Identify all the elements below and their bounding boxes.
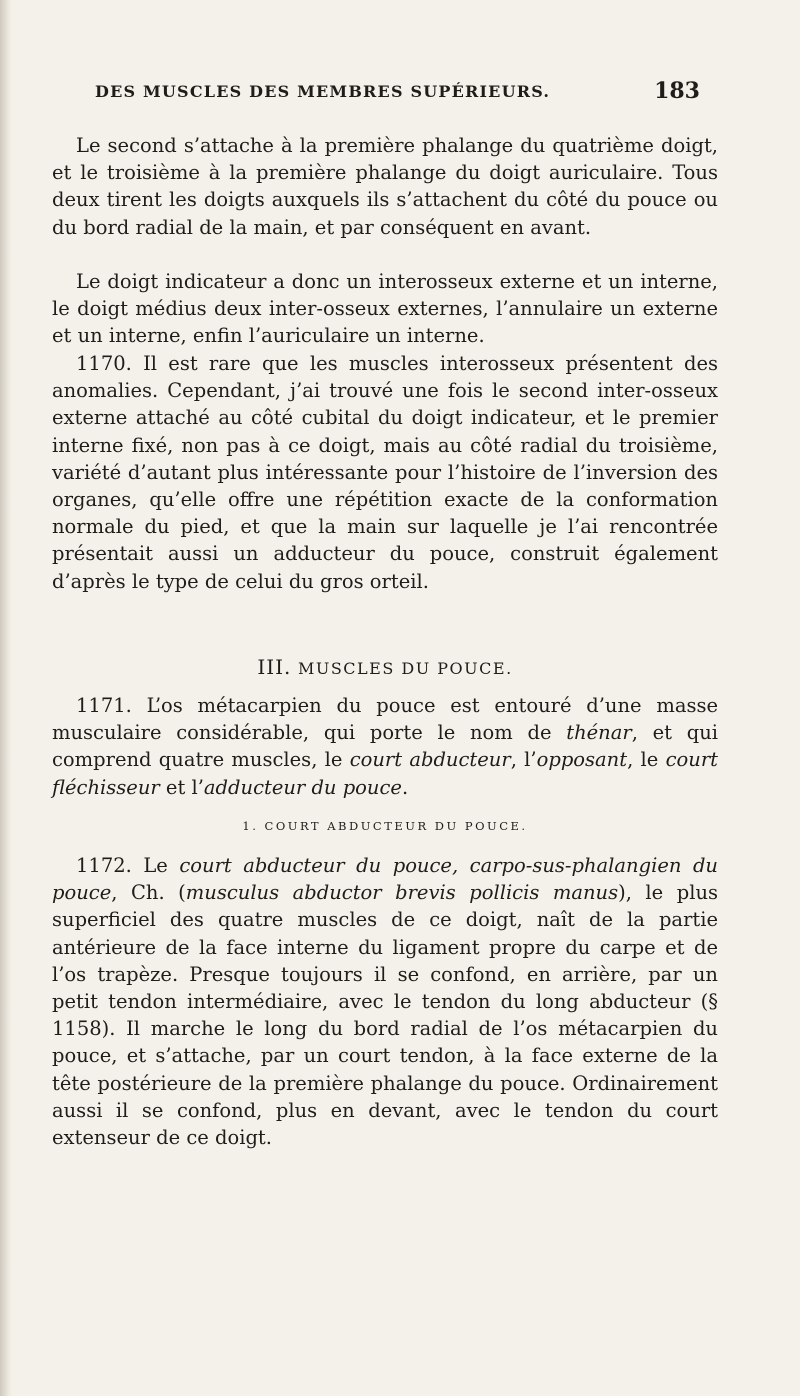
italic-term: opposant (536, 748, 628, 772)
page-binding-edge (0, 0, 12, 1396)
page-header (95, 80, 700, 106)
text-run: Le (143, 854, 168, 877)
italic-term: court abducteur (349, 748, 511, 772)
paragraph-body: Le doigt indicateur a donc un interosseux externe et un interne, le doigt médius deux inter-osseux externes, l’annulaire un externe et un interne, enfin l’auriculaire un interne. (52, 270, 718, 348)
subsection-title: 1. COURT ABDUCTEUR DU POUCE. (242, 819, 528, 833)
section-title: MUSCLES DU POUCE. (297, 659, 513, 678)
paragraph-number: 1172. (76, 854, 132, 877)
italic-term: adducteur du pouce (203, 775, 402, 799)
paragraph-1170 (52, 350, 718, 595)
paragraph-1 (52, 132, 718, 241)
text-run: ), le plus superficiel des quatre muscles de ce doigt, naît de la partie antérieure de la face interne du ligament propre du carpe et de l’os trapèze. Presque toujours il se confond, en arrière, par un petit tendon intermédiaire, avec le tendon du long abducteur (§ 1158). Il marche le long du bord radial de l’os métacarpien du pouce, et s’attache, par un court tendon, à la face externe de la tête postérieure de la première phalange du pouce. Ordinairement aussi il se confond, plus en devant, avec le tendon du court extenseur de ce doigt. (52, 881, 719, 1150)
paragraph-number: 1171. (76, 694, 132, 717)
section-roman-numeral: III. (257, 655, 292, 679)
paragraph-text (52, 268, 718, 350)
paragraph-text: Le second s’attache à la première phalange du quatrième doigt, et le troisième à la première phalange du doigt auriculaire. Tous deux tirent les doigts auxquels ils s’attachent du côté du pouce ou du bord radial de la main, et par conséquent en avant. (52, 134, 718, 239)
paragraph-2 (52, 268, 718, 350)
italic-term: court abducteur du pouce, carpo-sus-phalangien du pouce (52, 854, 718, 905)
section-heading (52, 655, 718, 679)
paragraph-text (52, 852, 718, 1151)
text-run: , et qui comprend quatre muscles, le (52, 721, 719, 772)
paragraph-text (52, 692, 718, 801)
italic-term: court fléchisseur (52, 748, 718, 799)
italic-term: thénar (566, 721, 632, 745)
text-run: L’os métacarpien du pouce est entouré d’une masse musculaire considérable, qui porte le nom de (52, 694, 718, 745)
page-number: 183 (654, 78, 700, 104)
text-run: , l’ (510, 748, 537, 772)
text-run: et l’ (165, 775, 204, 799)
text-run: , le (627, 748, 659, 772)
paragraph-text (52, 350, 718, 595)
paragraph-1171 (52, 692, 718, 801)
paragraph-body: Il est rare que les muscles interosseux présentent des anomalies. Cependant, j’ai trouvé une fois le second inter-osseux externe attaché au côté cubital du doigt indicateur, et le premier interne fixé, non pas à ce doigt, mais au côté radial du troisième, variété d’autant plus intéressante pour l’histoire de l’inversion des organes, qu’elle offre une répétition exacte de la conformation normale du pied, et que la main sur laquelle je l’ai rencontrée présentait aussi un adducteur du pouce, construit également d’après le type de celui du gros orteil. (52, 352, 718, 593)
paragraph-number: 1170. (76, 352, 132, 375)
text-run: , Ch. ( (111, 881, 186, 905)
running-head: DES MUSCLES DES MEMBRES SUPÉRIEURS. (95, 82, 551, 101)
subsection-heading (52, 819, 718, 833)
text-run: . (401, 775, 409, 799)
italic-term: musculus abductor brevis pollicis manus (185, 881, 619, 905)
paragraph-1172 (52, 852, 718, 1151)
